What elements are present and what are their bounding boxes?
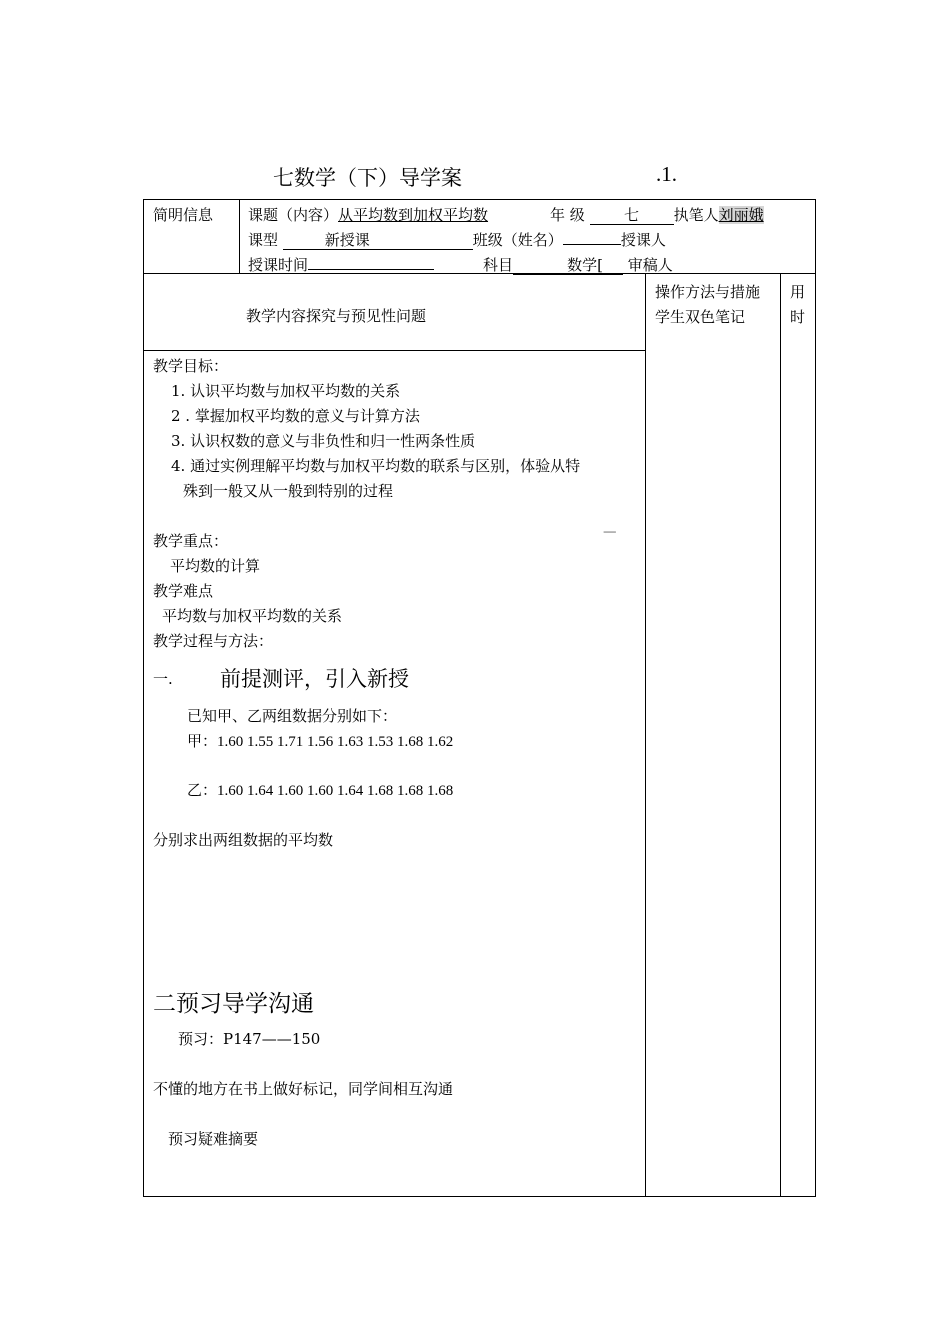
section2-note: 不懂的地方在书上做好标记，同学间相互沟通	[153, 1080, 454, 1098]
grade-field	[550, 204, 764, 225]
method-column-header-line2: 学生双色笔记	[655, 308, 746, 326]
goal-item: 1. 认识平均数与加权平均数的关系	[171, 382, 401, 400]
topic-label: 课题（内容）	[248, 206, 339, 224]
section1-intro: 已知甲、乙两组数据分别如下：	[187, 707, 398, 725]
difficulty-heading: 教学难点	[153, 582, 214, 600]
info-row-1	[248, 204, 488, 225]
section2-summary: 预习疑难摘要	[168, 1130, 259, 1148]
goals-heading: 教学目标：	[153, 357, 229, 375]
stray-dash: —	[603, 524, 617, 540]
table-bottom-border	[143, 1196, 816, 1197]
grade-value: 七	[590, 207, 674, 225]
key-points-value: 平均数的计算	[170, 557, 261, 575]
difficulty-value: 平均数与加权平均数的关系	[162, 607, 343, 625]
reviewer-label: 审稿人	[627, 256, 673, 274]
subject-field	[483, 254, 673, 275]
method-column-header-line1: 操作方法与措施	[655, 283, 761, 301]
section2-preview: 预习：P147——150	[178, 1030, 321, 1048]
lesson-type-label: 课型	[248, 231, 279, 249]
lesson-type-value: 新授课	[324, 231, 370, 249]
content-header-divider	[143, 350, 646, 351]
section1-number: 一.	[153, 670, 173, 688]
goal-item-continuation: 殊到一般又从一般到特别的过程	[183, 482, 394, 500]
section1-title: 前提测评，引入新授	[220, 667, 409, 691]
time-column-header-line1: 用	[790, 283, 806, 301]
grade-label: 年 级	[550, 206, 585, 224]
table-top-border	[143, 199, 816, 200]
lesson-type-field	[283, 232, 473, 250]
goal-item: 3. 认识权数的意义与非负性和归一性两条性质	[171, 432, 476, 450]
data-row-jia: 甲：1.60 1.55 1.71 1.56 1.63 1.53 1.68 1.62	[187, 734, 454, 750]
time-label: 授课时间	[248, 256, 309, 274]
content-column-header: 教学内容探究与预见性问题	[246, 307, 427, 325]
info-label-divider	[239, 199, 240, 274]
time-column-divider	[780, 273, 781, 1197]
author-value: 刘丽娥	[718, 206, 764, 224]
section2-title: 二预习导学沟通	[153, 991, 314, 1017]
time-blank	[308, 269, 434, 270]
subject-value: 数学[	[513, 257, 623, 275]
process-heading: 教学过程与方法：	[153, 632, 274, 650]
class-blank	[563, 244, 621, 245]
goal-item: 2 . 掌握加权平均数的意义与计算方法	[171, 407, 420, 425]
class-label: 班级（姓名）	[472, 231, 563, 249]
subject-label: 科目	[483, 256, 514, 274]
topic-value: 从平均数到加权平均数	[338, 206, 489, 224]
time-column-header-line2: 时	[790, 308, 806, 326]
info-label: 简明信息	[153, 206, 214, 224]
key-points-heading: 教学重点：	[153, 532, 229, 550]
content-column-divider	[645, 273, 646, 1197]
info-row-divider	[143, 273, 816, 274]
goal-item: 4. 通过实例理解平均数与加权平均数的联系与区别，体验从特	[171, 457, 581, 475]
teacher-label: 授课人	[620, 231, 666, 249]
table-left-border	[143, 199, 144, 1197]
page-marker: .1.	[656, 162, 677, 186]
author-label: 执笔人	[673, 206, 719, 224]
table-right-border	[815, 199, 816, 1197]
document-title: 七数学（下）导学案	[273, 166, 462, 190]
info-row-3	[248, 254, 434, 275]
section1-task: 分别求出两组数据的平均数	[153, 831, 334, 849]
info-row-2	[248, 229, 666, 250]
data-row-yi: 乙：1.60 1.64 1.60 1.60 1.64 1.68 1.68 1.68	[187, 783, 454, 799]
